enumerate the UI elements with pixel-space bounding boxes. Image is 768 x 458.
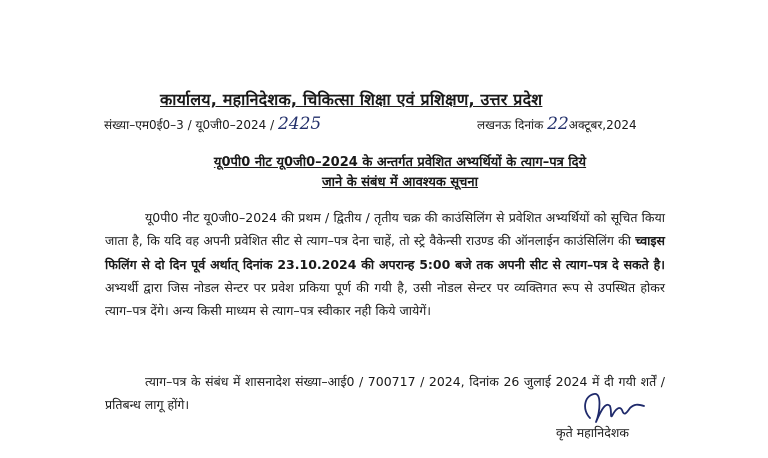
- paragraph-1-part-1: यू0पी0 नीट यू0जी0–2024 की प्रथम / द्वितीय / तृतीय चक्र की काउंसिलिंग से प्रवेशित अभ्यर्थियों को सूचित किया जाता है, कि यदि वह अपनी प्रवेशित सीट से त्याग–पत्र देना चाहें, तो स्ट्रे वैकेन्सी राउण्ड की ऑनलाईन काउंसिलिंग की: [105, 210, 665, 249]
- signature-stroke: [585, 394, 644, 422]
- place-and-date: [477, 114, 637, 134]
- office-heading: कार्यालय, महानिदेशक, चिकित्सा शिक्षा एवं प्रशिक्षण, उत्तर प्रदेश: [160, 90, 543, 109]
- subject-line-2: जाने के संबंध में आवश्यक सूचना: [321, 175, 478, 190]
- handwritten-date-day: 22: [547, 114, 569, 134]
- date-suffix: अक्टूबर,2024: [568, 118, 637, 132]
- paragraph-1-part-2: अभ्यर्थी द्वारा जिस नोडल सेन्टर पर प्रवेश प्रकिया पूर्ण की गयी है, उसी नोडल सेन्टर पर व्यक्तिगत रूप से उपस्थित होकर त्याग–पत्र देंगे। अन्य किसी माध्यम से त्याग–पत्र स्वीकार नही किये जायेगें।: [105, 279, 665, 319]
- handwritten-signature: [576, 388, 666, 428]
- paragraph-2: त्याग–पत्र के संबंध में शासनादेश संख्या–आई0 / 700717 / 2024, दिनांक 26 जुलाई 2024 में दी गयी शर्तें / प्रतिबन्ध लागू होंगे।: [105, 374, 665, 413]
- paragraph-1: [105, 206, 665, 322]
- reference-number: [104, 114, 321, 134]
- subject-heading: [150, 153, 650, 193]
- place-date-prefix: लखनऊ दिनांक: [477, 118, 544, 132]
- signature-label: कृते महानिदेशक: [556, 425, 629, 440]
- paragraph-1-bold: च्वाइस फिलिंग से दो दिन पूर्व अर्थात् दिनांक 23.10.2024 की अपरान्ह 5:00 बजे तक अपनी सीट से त्याग–पत्र दे सकते है।: [105, 233, 665, 272]
- subject-line-1: यू0पी0 नीट यू0जी0–2024 के अन्तर्गत प्रवेशित अभ्यर्थियों के त्याग–पत्र दिये: [213, 155, 587, 170]
- reference-prefix: संख्या–एम0ई0–3 / यू0जी0–2024 /: [104, 118, 275, 132]
- handwritten-reference-number: 2425: [277, 114, 322, 134]
